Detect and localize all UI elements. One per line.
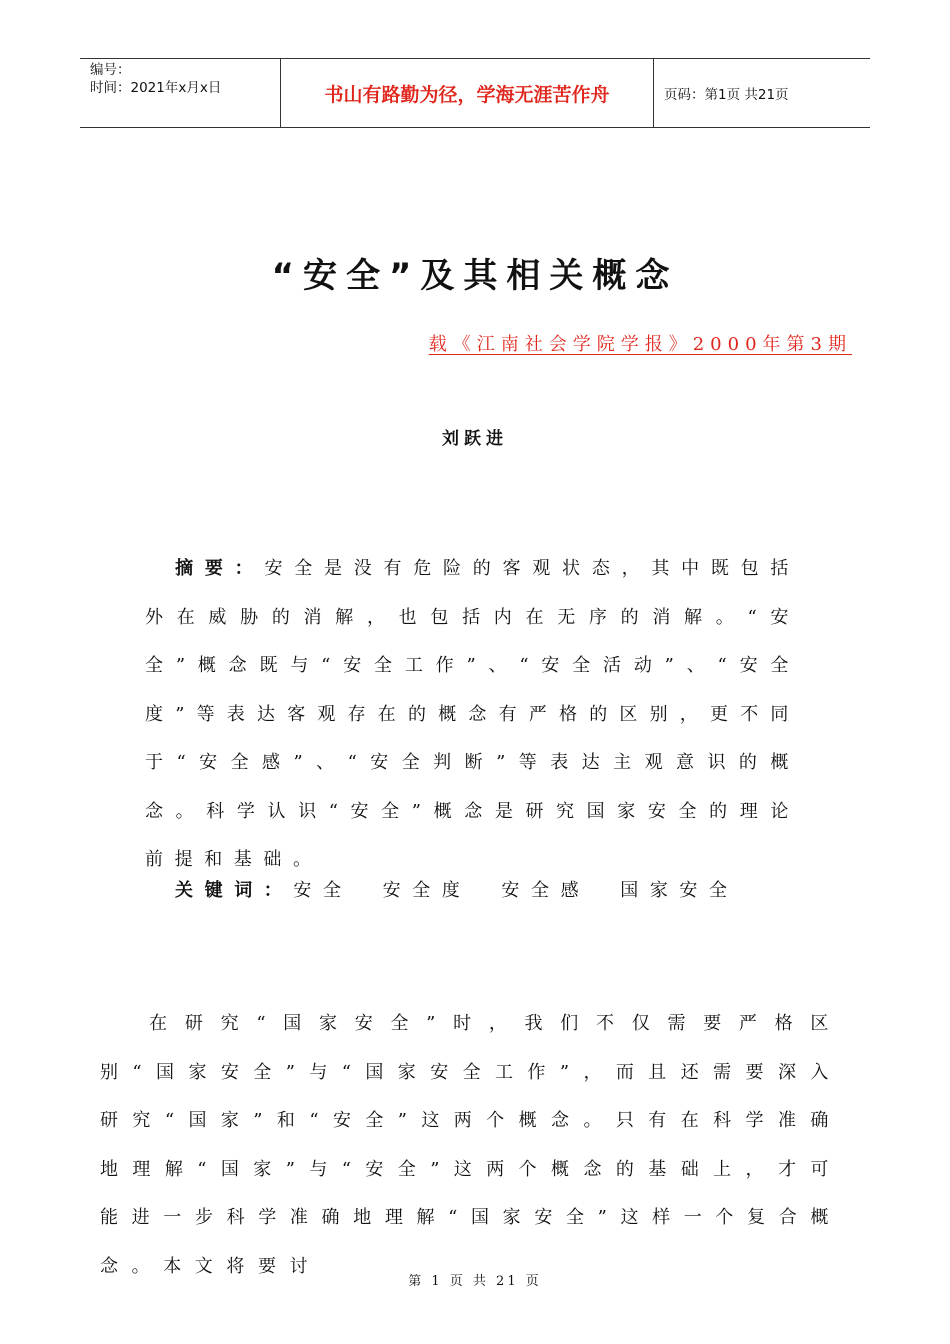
- keywords-label: 关键词：: [175, 880, 294, 901]
- abstract-text: 安全是没有危险的客观状态，其中既包括外在威胁的消解，也包括内在无序的消解。“安全”概念既与“安全工作”、“安全活动”、“安全度”等表达客观存在的概念有严格的区别，更不同于“安全感”、“安全判断”等表达主观意识的概念。科学认识“安全”概念是研究国家安全的理论前提和基础。: [145, 558, 800, 870]
- abstract-label: 摘要：: [175, 558, 265, 579]
- abstract: [145, 545, 800, 885]
- page-footer: 第 1 页 共 21 页: [408, 1274, 542, 1289]
- keyword-item: 国家安全: [620, 880, 739, 901]
- header-number-label: 编号：: [90, 62, 131, 78]
- header-page-info: 页码：第1页 共21页: [664, 87, 789, 103]
- article-author: 刘跃进: [442, 429, 508, 449]
- keyword-item: 安全度: [382, 880, 472, 901]
- keyword-item: 安全感: [501, 880, 591, 901]
- keywords: [175, 876, 769, 902]
- keyword-item: 安全: [293, 880, 353, 901]
- header-time-label: 时间：2021年x月x日: [90, 80, 222, 96]
- body-text: 在研究“国家安全”时，我们不仅需要严格区别“国家安全”与“国家安全工作”，而且还需要深入研究“国家”和“安全”这两个概念。只有在科学准确地理解“国家”与“安全”这两个概念的基础上，才可能进一步科学准确地理解“国家安全”这样一个复合概念。本文将要讨: [100, 1013, 842, 1277]
- header-meta: [80, 59, 281, 127]
- body-paragraph: [100, 1000, 842, 1291]
- article-title: “安全”及其相关概念: [271, 256, 679, 296]
- header-motto: 书山有路勤为径，学海无涯苦作舟: [324, 83, 610, 106]
- header-motto-cell: [281, 59, 654, 127]
- article-source: 载《江南社会学院学报》2000年第3期: [428, 334, 852, 355]
- page-header: [80, 58, 870, 128]
